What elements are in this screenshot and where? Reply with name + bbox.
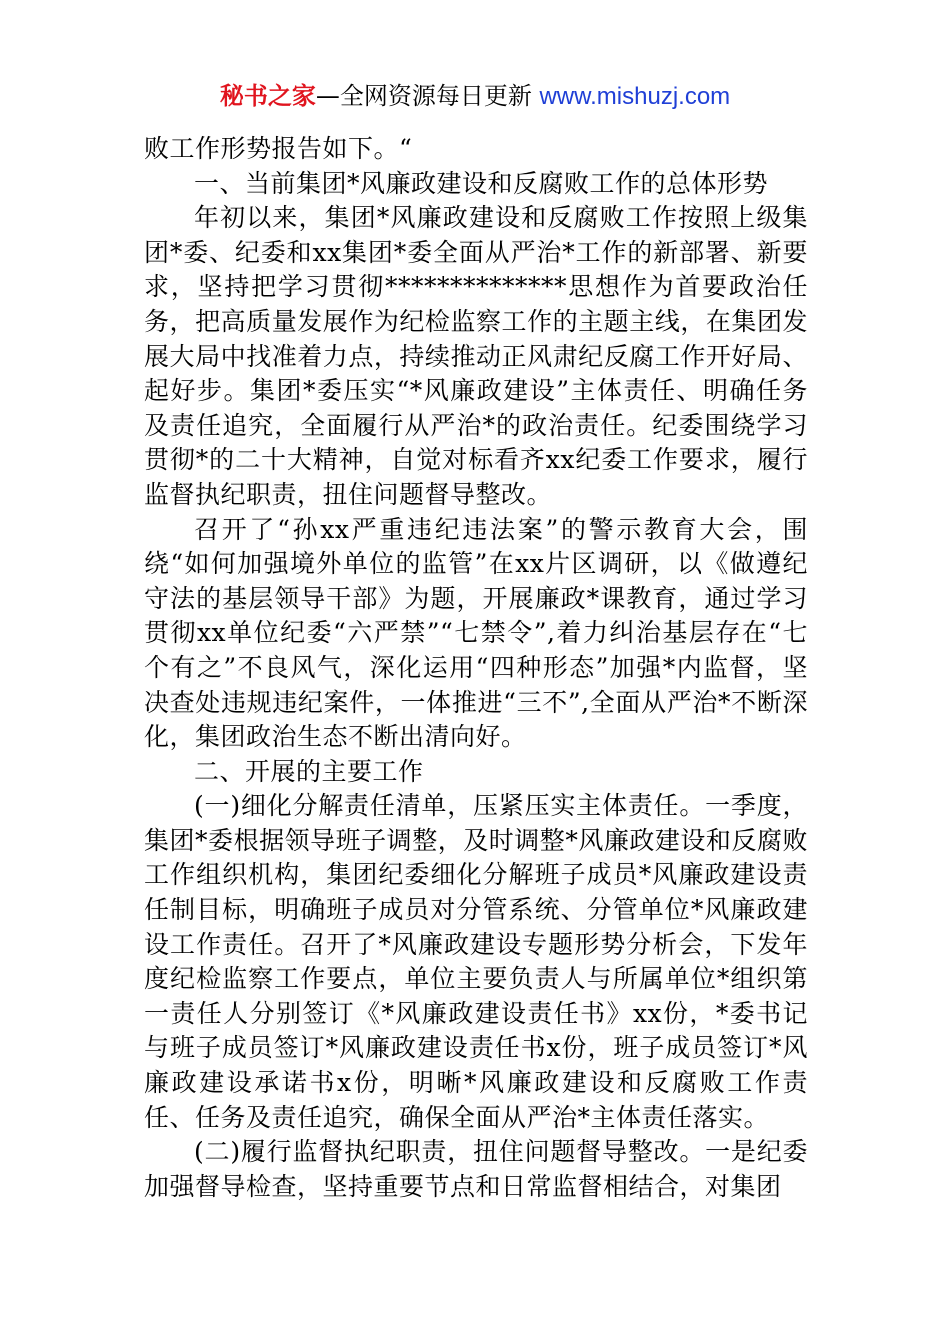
paragraph: 年初以来，集团*风廉政建设和反腐败工作按照上级集团*委、纪委和xx集团*委全面从严治*工作的新部署、新要求，坚持把学习贯彻**************思想作为首要政治任务，把高质量发展作为纪检监察工作的主题主线，在集团发展大局中找准着力点，持续推动正风肃纪反腐工作开好局、起好步。集团*委压实“*风廉政建设”主体责任、明确任务及责任追究，全面履行从严治*的政治责任。纪委围绕学习贯彻*的二十大精神，自觉对标看齐xx纪委工作要求，履行监督执纪职责，扭住问题督导整改。 (144, 203, 808, 509)
page-header (0, 80, 950, 113)
paragraph-continuation: 败工作形势报告如下。“ (144, 134, 413, 163)
paragraph: (二)履行监督执纪职责，扭住问题督导整改。一是纪委加强督导检查，坚持重要节点和日常监督相结合，对集团 (144, 1137, 808, 1201)
paragraph: 召开了“孙xx严重违纪违法案”的警示教育大会，围绕“如何加强境外单位的监管”在xx片区调研，以《做遵纪守法的基层领导干部》为题，开展廉政*课教育，通过学习贯彻xx单位纪委“六严禁”“七禁令”,着力纠治基层存在“七个有之”不良风气，深化运用“四种形态”加强*内监督，坚决查处违规违纪案件，一体推进“三不”,全面从严治*不断深化，集团政治生态不断出清向好。 (144, 514, 808, 752)
header-tagline: —全网资源每日更新 (315, 82, 540, 110)
document-body (144, 132, 808, 1204)
brand-name: 秘书之家 (219, 82, 316, 110)
site-url-link[interactable]: www.mishuzj.com (539, 83, 731, 110)
section-heading-2: 二、开展的主要工作 (194, 756, 424, 786)
paragraph: (一)细化分解责任清单，压紧压实主体责任。一季度，集团*委根据领导班子调整，及时调整*风廉政建设和反腐败工作组织机构，集团纪委细化分解班子成员*风廉政建设责任制目标，明确班子成员对分管系统、分管单位*风廉政建设工作责任。召开了*风廉政建设专题形势分析会，下发年度纪检监察工作要点，单位主要负责人与所属单位*组织第一责任人分别签订《*风廉政建设责任书》xx份，*委书记与班子成员签订*风廉政建设责任书x份，班子成员签订*风廉政建设承诺书x份，明晰*风廉政建设和反腐败工作责任、任务及责任追究，确保全面从严治*主体责任落实。 (144, 791, 808, 1132)
section-heading-1: 一、当前集团*风廉政建设和反腐败工作的总体形势 (194, 168, 769, 198)
